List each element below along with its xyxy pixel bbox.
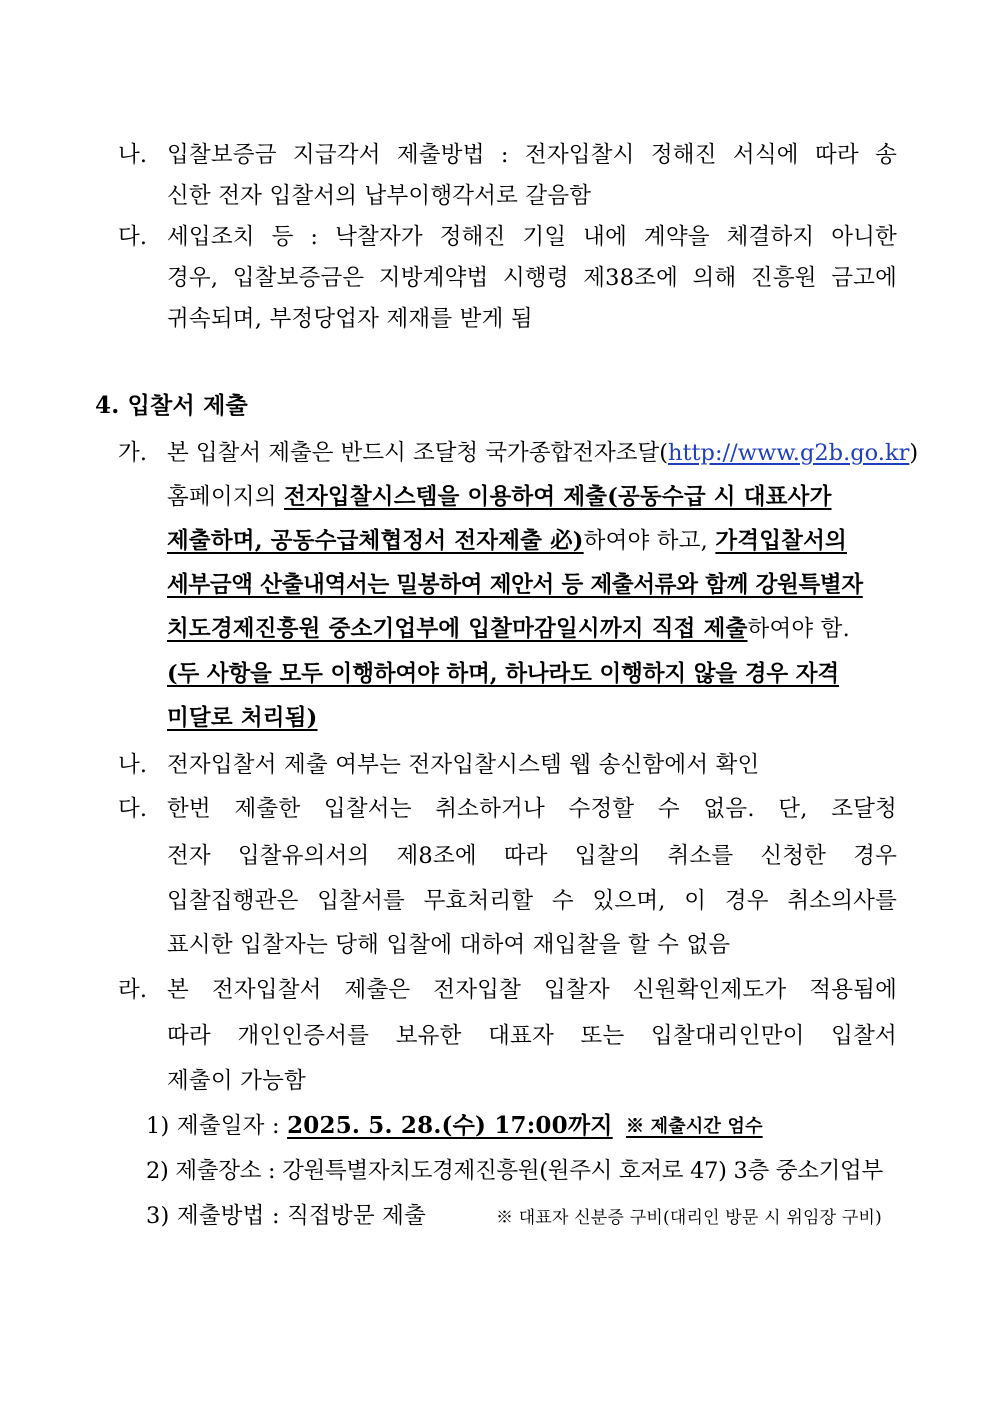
list-marker: 나. (118, 142, 148, 168)
emphasis-run: 전자입찰시스템을 이용하여 제출(공동수급 시 대표사가 (284, 484, 832, 510)
deadline-note: ※ 제출시간 엄수 (626, 1116, 763, 1137)
list-marker: 다. (118, 224, 148, 250)
list-marker: 가. (118, 440, 148, 466)
text-run: 본 입찰서 제출은 반드시 조달청 국가종합전자조달( (167, 440, 668, 466)
paragraph-line: 한번 제출한 입찰서는 취소하거나 수정할 수 없음. 단, 조달청 (167, 796, 897, 822)
paragraph-line: 귀속되며, 부정당업자 제재를 받게 됨 (167, 306, 533, 332)
paragraph-line (167, 526, 847, 556)
paragraph-line (167, 482, 832, 512)
submission-date-row (146, 1111, 613, 1141)
submission-method-row (146, 1201, 426, 1231)
paragraph-line: 전자 입찰유의서의 제8조에 따라 입찰의 취소를 신청한 경우 (167, 843, 897, 869)
text-run: 하여야 함. (747, 616, 850, 642)
paragraph-line: 전자입찰서 제출 여부는 전자입찰시스템 웹 송신함에서 확인 (167, 752, 760, 778)
paragraph-line: 경우, 입찰보증금은 지방계약법 시행령 제38조에 의해 진흥원 금고에 (167, 265, 897, 291)
paragraph-line: 제출이 가능함 (167, 1068, 306, 1094)
paragraph-line: (두 사항을 모두 이행하여야 하며, 하나라도 이행하지 않을 경우 자격 (167, 661, 840, 687)
paragraph-line: 신한 전자 입찰서의 납부이행각서로 갈음함 (167, 183, 592, 209)
paragraph-line: 입찰보증금 지급각서 제출방법 : 전자입찰시 정해진 서식에 따라 송 (167, 142, 897, 168)
list-marker: 나. (118, 752, 148, 778)
emphasis-run: 치도경제진흥원 중소기업부에 입찰마감일시까지 직접 제출 (167, 616, 748, 642)
paragraph-line: 세부금액 산출내역서는 밀봉하여 제안서 등 제출서류와 함께 강원특별자 (167, 572, 863, 598)
emphasis-run: 제출하며, 공동수급체협정서 전자제출 必) (167, 528, 584, 554)
item-label: 1) 제출일자 : (146, 1113, 288, 1139)
list-marker: 라. (118, 977, 148, 1003)
section-heading: 4. 입찰서 제출 (95, 392, 248, 419)
text-run: 홈페이지의 (167, 484, 285, 510)
submission-date: 2025. 5. 28.(수) 17:00까지 (287, 1112, 613, 1139)
text-run: ) (909, 440, 919, 466)
text-run: 하여야 하고, (583, 528, 716, 554)
submission-method: 직접방문 제출 (287, 1203, 427, 1229)
paragraph-line: 미달로 처리됨) (167, 705, 318, 731)
paragraph-line: 본 전자입찰서 제출은 전자입찰 입찰자 신원확인제도가 적용됨에 (167, 977, 897, 1003)
paragraph-line (167, 438, 919, 468)
item-label: 3) 제출방법 : (146, 1203, 288, 1229)
submission-place-row (146, 1156, 883, 1186)
paragraph-line: 표시한 입찰자는 당해 입찰에 대하여 재입찰을 할 수 없음 (167, 932, 731, 958)
item-label: 2) 제출장소 : (146, 1158, 283, 1184)
paragraph-line: 따라 개인인증서를 보유한 대표자 또는 입찰대리인만이 입찰서 (167, 1023, 897, 1049)
paragraph-line: 입찰집행관은 입찰서를 무효처리할 수 있으며, 이 경우 취소의사를 (167, 888, 897, 914)
emphasis-run: 가격입찰서의 (715, 528, 847, 554)
list-marker: 다. (118, 796, 148, 822)
paragraph-line (167, 614, 850, 644)
id-requirement-note: ※ 대표자 신분증 구비(대리인 방문 시 위임장 구비) (496, 1208, 882, 1228)
g2b-link[interactable]: http://www.g2b.go.kr (667, 440, 910, 466)
paragraph-line: 세입조치 등 : 낙찰자가 정해진 기일 내에 계약을 체결하지 아니한 (167, 224, 897, 250)
submission-place: 강원특별자치도경제진흥원(원주시 호저로 47) 3층 중소기업부 (282, 1158, 883, 1184)
